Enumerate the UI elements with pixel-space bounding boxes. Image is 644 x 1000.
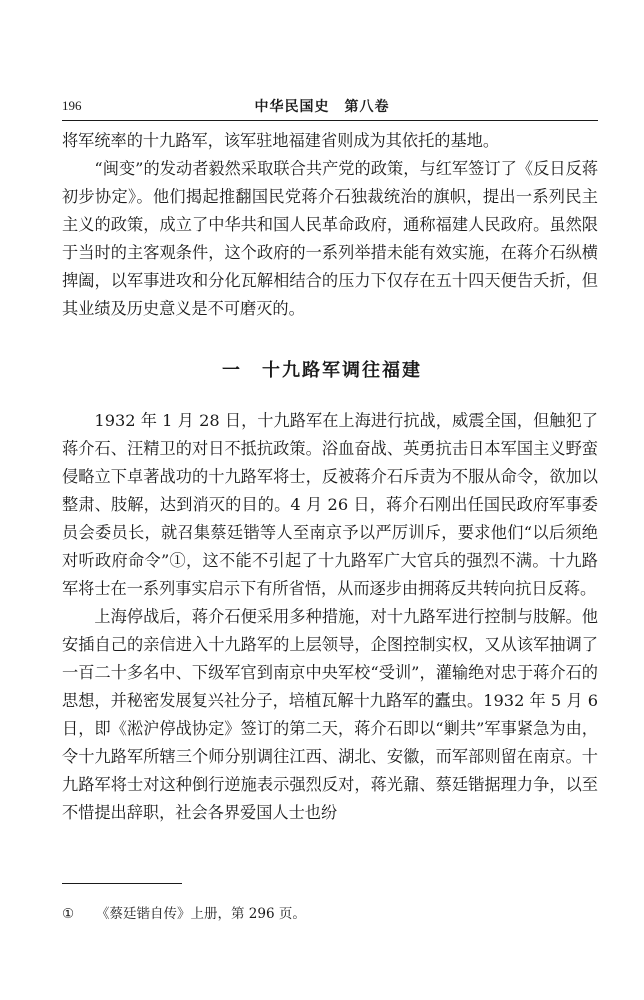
- footnote-rule: [62, 883, 182, 884]
- footnote-marker: ①: [62, 906, 75, 922]
- header-rule: [62, 120, 598, 121]
- page-number: 196: [62, 98, 82, 113]
- running-head-title: 中华民国史 第八卷: [254, 99, 390, 115]
- paragraph-shanghai-resistance: 1932 年 1 月 28 日，十九路军在上海进行抗战，威震全国，但触犯了蒋介石、汪精卫的对日不抵抗政策。浴血奋战、英勇抗击日本军国主义野蛮侵略立下卓著战功的十九路军将士，反被蒋介石斥责为不服从命令，欲加以整肃、肢解，达到消灭的目的。4 月 26 日，蒋介石刚出任国民政府军事委员会委员长，就召集蔡廷锴等人至南京予以严厉训斥，要求他们“以后须绝对听政府命令”①，这不能不引起了十九路军广大官兵的强烈不满。十九路军将士在一系列事实启示下有所省悟，从而逐步由拥蒋反共转向抗日反蒋。: [62, 411, 598, 598]
- paragraph-continuation: 将军统率的十九路军，该军驻地福建省则成为其依托的基地。: [62, 131, 500, 150]
- section-heading: 一 十九路军调往福建: [222, 360, 422, 381]
- paragraph-after-ceasefire: 上海停战后，蒋介石便采用多种措施，对十九路军进行控制与肢解。他安插自己的亲信进入十九路军的上层领导，企图控制实权，又从该军抽调了一百二十多名中、下级军官到南京中央军校“受训”，灌输绝对忠于蒋介石的思想，并秘密发展复兴社分子，培植瓦解十九路军的蠹虫。1932 年 5 月 6 日，即《淞沪停战协定》签订的第二天，蒋介石即以“剿共”军事紧急为由，令十九路军所辖三个师分别调往江西、湖北、安徽，而军部则留在南京。十九路军将士对这种倒行逆施表示强烈反对，蒋光鼐、蔡廷锴据理力争，以至不惜提出辞职，社会各界爱国人士也纷: [62, 607, 598, 822]
- footnote: [62, 902, 306, 922]
- section-text-block: [62, 407, 598, 827]
- paragraph-min-bian: “闽变”的发动者毅然采取联合共产党的政策，与红军签订了《反日反蒋初步协定》。他们揭起推翻国民党蒋介石独裁统治的旗帜，提出一系列民主主义的政策，成立了中华共和国人民革命政府，通称福建人民政府。虽然限于当时的主客观条件，这个政府的一系列举措未能有效实施，在蒋介石纵横捭阖，以军事进攻和分化瓦解相结合的压力下仅存在五十四天便告夭折，但其业绩及历史意义是不可磨灭的。: [62, 159, 598, 318]
- intro-text-block: [62, 127, 598, 323]
- footnote-text: 《蔡廷锴自传》上册，第 296 页。: [96, 906, 306, 922]
